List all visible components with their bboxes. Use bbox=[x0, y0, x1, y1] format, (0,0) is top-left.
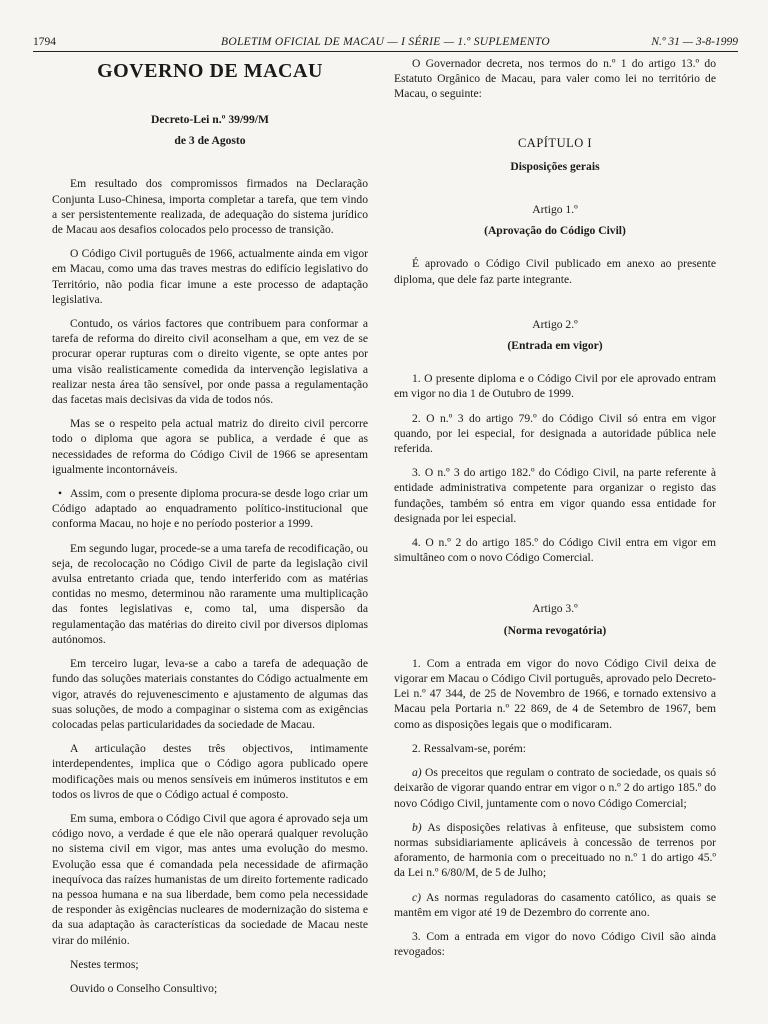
government-heading: GOVERNO DE MACAU bbox=[97, 60, 323, 82]
preamble-paragraph: • Assim, com o presente diploma procura-se desde logo criar um Código adaptado ao enquadramento político-institucional que conforma Macau, no hoje e no período posterior a 1999. bbox=[52, 486, 368, 532]
article-3-label: Artigo 3.º bbox=[532, 602, 578, 616]
left-column bbox=[52, 56, 368, 1005]
article-2-item: 4. O n.º 2 do artigo 185.º do Código Civil entra em vigor em simultâneo com o novo Código Comercial. bbox=[394, 536, 716, 565]
article-3-paragraph: 1. Com a entrada em vigor do novo Código Civil deixa de vigorar em Macau o Código Civil português, aprovado pelo Decreto-Lei n.º 47 344, de 25 de Novembro de 1966, e tornado extensivo a Macau pela Portaria n.º 22 869, de 4 de Setembro de 1967, bem como as disposições legais que o modificaram. bbox=[394, 656, 716, 731]
article-2-item: 3. O n.º 3 do artigo 182.º do Código Civil, na parte referente à entidade administrativa competente para organizar o registo das fundações, também só entra em vigor quando essa entidade for designada por lei especial. bbox=[394, 466, 716, 525]
page-header bbox=[33, 34, 738, 50]
preamble-paragraph: Em resultado dos compromissos firmados na Declaração Conjunta Luso-Chinesa, importa completar a tarefa, que tem vindo a ser persistentemente realizada, de adequação do sistema jurídico de Macau aos desafios colocados pelo processo de transição. bbox=[52, 177, 368, 237]
preamble-paragraph: O Código Civil português de 1966, actualmente ainda em vigor em Macau, como uma das traves mestras do edifício legislativo do Território, não podia ficar imune a este processo de adaptação legislativa. bbox=[52, 247, 368, 306]
preamble-paragraph: Ouvido o Conselho Consultivo; bbox=[70, 981, 218, 995]
article-3-item-b: b) As disposições relativas à enfiteuse, que subsistem como normas subsidiariamente aplicáveis à concessão de terrenos por aforamento, de harmonia com o preceituado no n.º 1 do artigo 45.º da Lei n.º 6/80/M, de 5 de Julho; bbox=[394, 820, 716, 880]
preamble-paragraph: Nestes termos; bbox=[70, 957, 139, 971]
margin-mark-icon: • bbox=[58, 487, 63, 501]
chapter-title: Disposições gerais bbox=[510, 159, 600, 173]
article-2-label: Artigo 2.º bbox=[532, 317, 578, 331]
article-3-paragraph: 2. Ressalvam-se, porém: bbox=[412, 741, 526, 755]
preamble-paragraph: Contudo, os vários factores que contribuem para conformar a tarefa de reforma do direito civil aconselham a que, em vez de se procurar operar rupturas com o direito vigente, se opte antes por uma visão realisticamente comedida da intervenção legislativa a realizar nesta área tão sensível, por onde passa a regulamentação das facetas mais decisivas da vida de todos nós. bbox=[52, 317, 368, 407]
publication-title: BOLETIM OFICIAL DE MACAU — I SÉRIE — 1.º SUPLEMENTO bbox=[221, 36, 550, 48]
article-2-item: 2. O n.º 3 do artigo 79.º do Código Civil só entra em vigor quando, por lei especial, for designada a autoridade pública nele referida. bbox=[394, 411, 716, 456]
article-2-title: (Entrada em vigor) bbox=[507, 339, 603, 353]
issue-number: N.º 31 — 3-8-1999 bbox=[651, 36, 738, 48]
article-1-text: É aprovado o Código Civil publicado em anexo ao presente diploma, que dele faz parte integrante. bbox=[394, 257, 716, 286]
article-1-title: (Aprovação do Código Civil) bbox=[484, 224, 626, 238]
article-3-item-c: c) As normas reguladoras do casamento católico, as quais se mantêm em vigor até 19 de Dezembro do corrente ano. bbox=[394, 890, 716, 919]
article-2-item: 1. O presente diploma e o Código Civil por ele aprovado entram em vigor no dia 1 de Outubro de 1999. bbox=[394, 372, 716, 401]
article-1-label: Artigo 1.º bbox=[532, 203, 578, 217]
preamble-paragraph: Mas se o respeito pela actual matriz do direito civil percorre todo o diploma que agora se publica, a verdade é que as necessidades de reforma do Código Civil de 1966 se apresentam igualmente incontornáveis. bbox=[52, 417, 368, 476]
chapter-label: CAPÍTULO I bbox=[517, 135, 593, 150]
article-3-title: (Norma revogatória) bbox=[503, 623, 607, 637]
decree-date: de 3 de Agosto bbox=[174, 134, 246, 148]
article-3-paragraph: 3. Com a entrada em vigor do novo Código Civil são ainda revogados: bbox=[394, 929, 716, 959]
preamble-paragraph: A articulação destes três objectivos, intimamente interdependentes, implica que o Código agora publicado opere modificações mais ou menos sensíveis em inúmeros institutos e em todos os livros de que o Código actual é composto. bbox=[52, 742, 368, 801]
header-rule bbox=[33, 51, 738, 52]
preamble-paragraph: Em segundo lugar, procede-se a uma tarefa de recodificação, ou seja, de recolocação no Código Civil de parte da legislação civil avulsa entretanto criada que, tendo interferido com as matérias contidas no mesmo, determinou não raramente uma multiplicação das fontes legislativas e, como tal, uma dispersão da regulamentação das matérias do direito civil por diversos diplomas autónomos. bbox=[52, 541, 368, 646]
article-3-item-a: a) Os preceitos que regulam o contrato de sociedade, os quais só deixarão de vigorar quando entrar em vigor o n.º 2 do artigo 185.º do novo Código Civil, juntamente com o novo Código Comercial; bbox=[394, 766, 716, 810]
decree-intro: O Governador decreta, nos termos do n.º 1 do artigo 13.º do Estatuto Orgânico de Macau, para valer como lei no território de Macau, o seguinte: bbox=[394, 57, 716, 101]
preamble-paragraph: Em terceiro lugar, leva-se a cabo a tarefa de adequação de fundo das soluções materiais constantes do Código actualmente em vigor, através do rejuvenescimento e ajustamento de algumas das suas soluções, de modo a compaginar o sistema com as exigências colocadas pelas particularidades da sociedade de Macau. bbox=[52, 657, 368, 731]
right-column bbox=[394, 56, 716, 968]
decree-title: Decreto-Lei n.º 39/99/M bbox=[151, 113, 269, 126]
page-number: 1794 bbox=[33, 36, 56, 48]
preamble-paragraph: Em suma, embora o Código Civil que agora é aprovado seja um código novo, a verdade é que ele não operará qualquer revolução no sistema civil em vigor, mas antes uma evolução do mesmo. Evolução essa que é comandada pela necessidade de afirmação inequívoca das raízes humanistas de um direito fortemente radicado na pessoa humana e na sua liberdade, bem como pela necessidade de responder às exigências nucleares de modernização do sistema e da sua adaptação às características da sociedade de Macau neste virar do milénio. bbox=[52, 811, 368, 947]
